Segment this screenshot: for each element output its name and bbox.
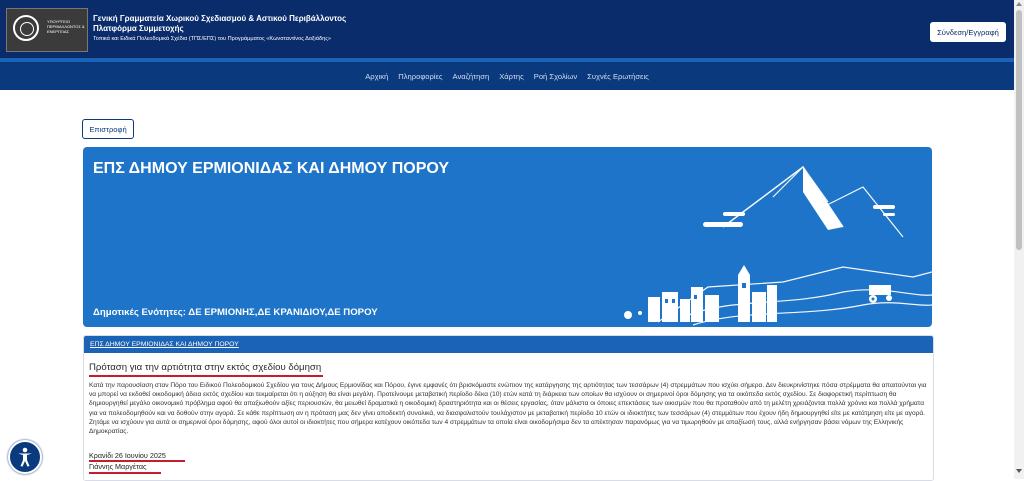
- nav-map[interactable]: Χάρτης: [499, 71, 524, 81]
- nav-home[interactable]: Αρχική: [365, 71, 389, 81]
- nav-comments-feed[interactable]: Ροή Σχολίων: [533, 71, 578, 81]
- back-button[interactable]: Επιστροφή: [82, 119, 134, 139]
- logo-text: ΥΠΟΥΡΓΕΙΟ ΠΕΡΙΒΑΛΛΟΝΤΟΣ & ΕΝΕΡΓΕΙΑΣ: [47, 19, 85, 34]
- red-underline-author: [89, 472, 161, 474]
- login-register-button[interactable]: Σύνδεση/Εγγραφή: [930, 22, 1006, 42]
- program-subtitle: Τοπικά και Ειδικά Πολεοδομικά Σχέδια (ΤΠΣ/ΕΠΣ) του Προγράμματος «Κωνσταντίνος Δοξιάδης»: [93, 36, 332, 42]
- nav-info[interactable]: Πληροφορίες: [398, 71, 443, 81]
- plan-banner: [83, 147, 932, 327]
- main-nav: [0, 62, 1014, 90]
- plan-title: ΕΠΣ ΔΗΜΟΥ ΕΡΜΙΟΝΙΔΑΣ ΚΑΙ ΔΗΜΟΥ ΠΟΡΟΥ: [93, 160, 450, 177]
- panel-header: [84, 336, 933, 353]
- scroll-down-icon[interactable]: [1016, 469, 1022, 473]
- ministry-logo[interactable]: [6, 8, 88, 52]
- proposal-title: Πρόταση για την αρτιότητα στην εκτός σχεδίου δόμηση: [89, 362, 322, 373]
- nav-search[interactable]: Αναζήτηση: [452, 71, 490, 81]
- platform-title: Πλατφόρμα Συμμετοχής: [93, 24, 184, 33]
- proposal-body: Κατά την παρουσίαση σταν Πόρο του Ειδικού Πολεοδομικού Σχεδίου για τους Δήμους Ερμιονίδας και Πόρου, έγινε εμφανές ότι βρισκόμαστε ενώπιον της κατάργησης της αρτιότητας των τεσσάρων (4) στρεμμάτων που ισχύει σήμερα. Δεν διευκρινίστηκε πόσα στρέμματα θα απαιτούνται για να μπορεί να εκδοθεί οικοδομική άδεια εκτός σχεδίου και τεκμαίρεται ότι η αύξηση θα είναι μεγάλη. Προτείνουμε μεταβατική περίοδο δέκα (10) ετών κατά τη διάρκεια των οποίων θα ισχύουν οι σημερινοί όροι δόμησης για τα οικόπεδα εκτός σχεδίου. Σε διαφορετική περίπτωση θα δημιουργηθεί μεγάλο οικονομικό πρόβλημα αφού θα απαξιωθούν αξίες περιουσιών, θα μειωθεί δραματικά η οικοδομική δραστηριότητα και οι θέσεις εργασίας, όταν μάλιστα οι όποιες επεκτάσεις των οικισμών που θα προταθούν από τη μελέτη χρειάζονται πολλά χρόνια και πολλά χρήματα για να πολεοδομηθούν και να δοθούν στην αγορά. Σε κάθε περίπτωση αν η πρόταση μας δεν γίνει αποδεκτή συνολικά, να διασφαλιστούν τουλάχιστον με μεταβατική περίοδο 10 ετών οι ιδιοκτήτες των τεσσάρων (4) στεμμάτων που έχουν ήδη δημιουργηθεί είτε με κατάτμηση είτε με αγορά. Ζητάμε να ισχύουν για αυτά οι σημερινοί όροι δόμησης, αφού όλοι αυτοί οι ιδιοκτήτες που σήμερα κατέχουν οικόπεδα των 4 στρεμμάτων τα οποία είναι οικοδομήσιμα δεν τα απέκτησαν παρανόμως για να τιμωρηθούν με απαξίωσή τους, αλλά ενήργησαν βάσει νόμων της Ελληνικής Δημοκρατίας.: [89, 382, 927, 436]
- accessibility-button[interactable]: [8, 440, 42, 474]
- brand-block: [93, 14, 346, 44]
- comment-date: Κρανίδι 26 Ιουνίου 2025: [89, 451, 166, 460]
- nav-faq[interactable]: Συχνές Ερωτήσεις: [587, 71, 649, 81]
- municipal-units: Δημοτικές Ενότητες: ΔΕ ΕΡΜΙΟΝΗΣ,ΔΕ ΚΡΑΝΙΔΙΟΥ,ΔΕ ΠΟΡΟΥ: [93, 307, 378, 318]
- page-scrollbar[interactable]: [1014, 0, 1024, 479]
- red-underline-title: [89, 375, 323, 377]
- top-header: [0, 0, 1014, 58]
- scrollbar-thumb[interactable]: [1016, 10, 1022, 250]
- comment-author: Γιάννης Μαργέτας: [89, 462, 147, 471]
- logo-emblem-icon: [13, 15, 39, 41]
- secretariat-title: Γενική Γραμματεία Χωρικού Σχεδιασμού & Αστικού Περιβάλλοντος: [93, 14, 347, 23]
- accessibility-icon: [10, 442, 40, 472]
- scroll-up-icon[interactable]: [1016, 2, 1022, 6]
- plan-link[interactable]: ΕΠΣ ΔΗΜΟΥ ΕΡΜΙΟΝΙΔΑΣ ΚΑΙ ΔΗΜΟΥ ΠΟΡΟΥ: [90, 341, 239, 348]
